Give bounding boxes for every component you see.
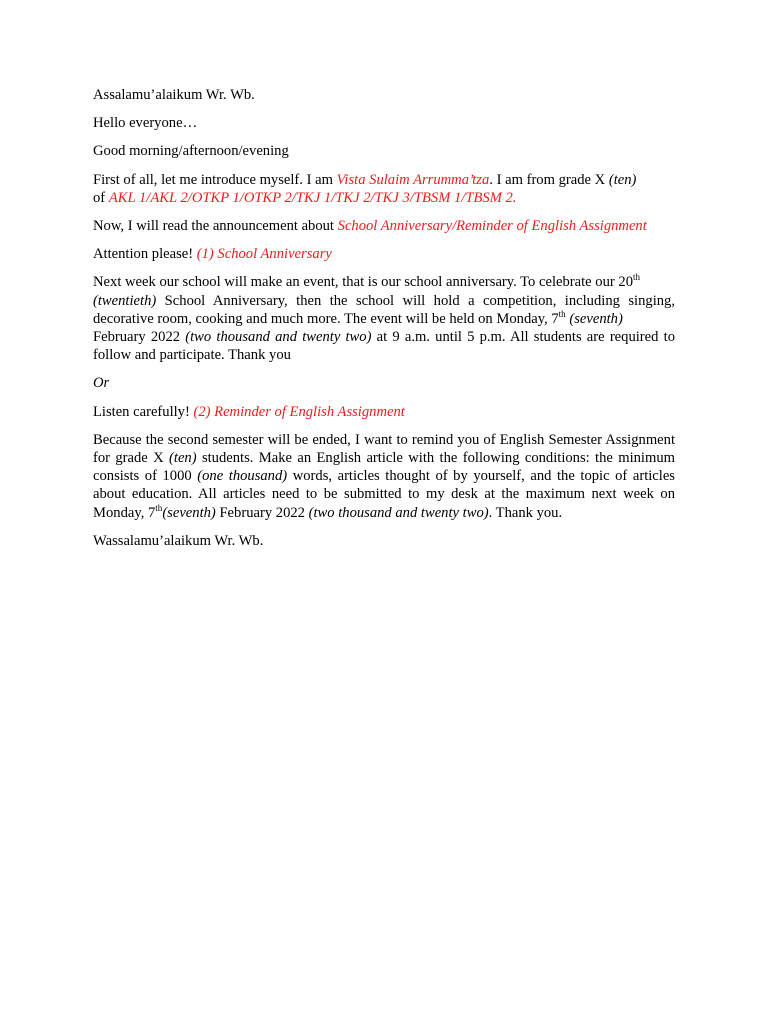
- option2-heading: [93, 403, 675, 421]
- announcement-intro: [93, 217, 675, 235]
- announcement-intro-text: Now, I will read the announcement about: [93, 218, 338, 235]
- option2-body-2: students. Make an English article with the following conditions: the minimum consists of 1000: [93, 450, 675, 485]
- hello-line: [93, 114, 675, 132]
- speaker-name: Vista Sulaim Arrumma’tza: [336, 171, 490, 188]
- intro-text-2: . I am from grade X: [489, 171, 609, 188]
- option2-lead: Listen carefully!: [93, 403, 194, 420]
- intro-text-1: First of all, let me introduce myself. I am: [93, 171, 337, 188]
- option2-word-1: (ten): [169, 450, 197, 467]
- option2-body: [93, 431, 675, 522]
- announcement-topic: School Anniversary/Reminder of English Assignment: [337, 218, 647, 235]
- option1-sup-2: th: [558, 308, 566, 319]
- introduction-paragraph: [93, 171, 675, 207]
- option1-word-3: (two thousand and twenty two): [185, 329, 372, 346]
- or-separator: [93, 374, 675, 392]
- good-time-text: Good morning/afternoon/evening: [93, 143, 289, 160]
- option2-word-3: (seventh): [162, 504, 216, 521]
- hello-text: Hello everyone: [93, 115, 183, 132]
- option1-word-2: (seventh): [569, 310, 623, 327]
- opening-salam-text: Assalamu’alaikum Wr. Wb.: [93, 87, 255, 103]
- intro-text-3: of: [93, 189, 109, 206]
- option1-heading: [93, 245, 675, 263]
- option2-title: (2) Reminder of English Assignment: [193, 403, 405, 420]
- option1-sup-1: th: [633, 272, 641, 283]
- document-page: [93, 86, 675, 560]
- hello-ellipsis: …: [182, 115, 198, 132]
- good-time-line: [93, 142, 675, 160]
- option1-body-5: February 2022: [93, 329, 186, 346]
- option1-word-1: (twentieth): [93, 292, 157, 309]
- or-label: Or: [93, 375, 110, 392]
- option2-sup-1: th: [155, 502, 163, 513]
- option1-body: [93, 273, 675, 364]
- option1-title: (1) School Anniversary: [196, 246, 332, 263]
- option2-body-4: February 2022: [215, 504, 309, 521]
- closing-salam-text: Wassalamu’alaikum Wr. Wb.: [93, 532, 264, 549]
- closing-salam: [93, 532, 675, 550]
- option2-word-4: (two thousand and twenty two): [308, 504, 489, 521]
- option2-word-2: (one thousand): [197, 468, 288, 485]
- option1-lead: Attention please!: [93, 246, 197, 263]
- opening-salam: [93, 86, 675, 104]
- class-list: AKL 1/AKL 2/OTKP 1/OTKP 2/TKJ 1/TKJ 2/TKJ 3/TBSM 1/TBSM 2.: [108, 189, 517, 206]
- option1-body-1: Next week our school will make an event, that is our school anniversary. To celebrate our 20: [93, 274, 633, 291]
- option1-body-6: at 9 a.m. until 5 p.m. All students are required to follow and participate. Thank you: [93, 329, 675, 364]
- option1-body-3: School Anniversary, then the school will hold a competition, including singing, decorative room, cooking and much more. The event will be held on Monday, 7: [93, 292, 675, 327]
- grade-word: (ten): [608, 171, 637, 188]
- option2-body-3: words, articles thought of by yourself, and the topic of articles about education. All articles need to be submitted to my desk at the maximum next week on Monday, 7: [93, 468, 675, 521]
- option2-body-5: . Thank you.: [488, 504, 563, 521]
- option2-body-1: Because the second semester will be ended, I want to remind you of English Semester Assignment for grade X: [93, 431, 675, 467]
